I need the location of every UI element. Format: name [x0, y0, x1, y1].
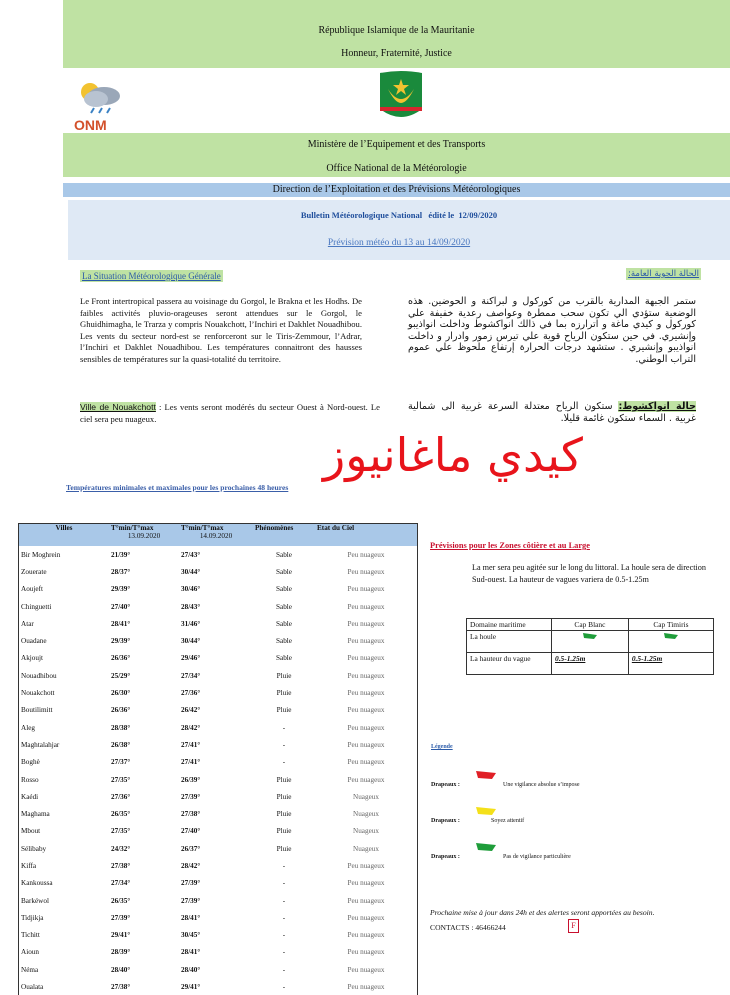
bulletin-title: Bulletin Météorologique National édité le 12/09/2020: [300, 210, 498, 220]
city-cell: Ouadane: [21, 637, 47, 646]
nouakchott-label-fr: Ville de Nouakchott: [80, 402, 156, 412]
marine-col1: Cap Blanc: [552, 619, 629, 631]
phenomena-cell: -: [282, 965, 286, 974]
sky-cell: Peu nuageux: [347, 948, 385, 957]
temp-day2-cell: 28/40°: [181, 965, 201, 974]
table-row: [19, 546, 417, 563]
city-cell: Atar: [21, 619, 34, 628]
table-row: [19, 892, 417, 909]
temp-day2-cell: 30/46°: [181, 585, 201, 594]
temp-day1-cell: 27/40°: [111, 602, 131, 611]
sky-cell: Peu nuageux: [347, 861, 385, 870]
city-cell: Néma: [21, 965, 39, 974]
marine-row2-label: La hauteur du vague: [467, 653, 552, 675]
nouakchott-text-ar: ستكون الرياح معتدلة السرعة غربية الى شمالية غربية . السماء ستكون غائمة قليلا.: [408, 401, 696, 424]
phenomena-cell: Sable: [276, 654, 292, 663]
temp-day2-cell: 27/41°: [181, 740, 201, 749]
temp-day2-cell: 29/41°: [181, 983, 201, 992]
temperature-table: [18, 523, 418, 995]
city-cell: Rosso: [21, 775, 39, 784]
sky-cell: Nuageux: [353, 827, 379, 836]
temp-day2-cell: 27/38°: [181, 810, 201, 819]
contacts: CONTACTS : 46466244: [430, 923, 506, 932]
legend-label-red: Drapeaux :: [431, 782, 460, 788]
legend-green: [431, 842, 721, 864]
phenomena-cell: -: [282, 723, 286, 732]
table-row: [19, 909, 417, 926]
phenomena-cell: Pluie: [276, 689, 292, 698]
sky-cell: Nuageux: [353, 810, 379, 819]
table-row: [19, 632, 417, 649]
temp-day1-cell: 29/39°: [111, 637, 131, 646]
city-cell: Aoujeft: [21, 585, 43, 594]
phenomena-cell: Sable: [276, 602, 292, 611]
sky-cell: Peu nuageux: [347, 723, 385, 732]
legend-green-text: Pas de vigilance particulière: [503, 854, 571, 860]
marine-title: Prévisions pour les Zones côtière et au Large: [430, 541, 590, 550]
update-note: Prochaine mise à jour dans 24h et des alertes seront apportées au besoin.: [430, 908, 655, 917]
col-day1: [109, 524, 179, 546]
phenomena-cell: Pluie: [276, 827, 292, 836]
red-flag-icon: [475, 770, 497, 780]
situation-text-fr: Le Front intertropical passera au voisinage du Gorgol, le Brakna et les Hodhs. De faibles activités pluvio-orageuses seront attendues sur le Gorgol, le Ghuidhimagha, le Trarza y compris Nouakchott, l’Inchiri et Dakhlet Nouadhibou. Les vents du secteur nord-est se renforceront sur le Tiris-Zemmour, l’Adrar, l’Inchiri et Dakhlet Nouadhibou. Les températures connaitront des hausses sensibles de températures sur la quasi-totalité du territoire.: [80, 296, 362, 364]
nouakchott-fr: [80, 402, 380, 425]
temp-day2-cell: 28/41°: [181, 948, 201, 957]
legend-label-yellow: Drapeaux :: [431, 818, 460, 824]
table-row: [19, 719, 417, 736]
marine-col0: Domaine maritime: [467, 619, 552, 631]
legend-title: Légende: [431, 744, 453, 750]
legend-red-text: Une vigilance absolue s’impose: [503, 782, 580, 788]
phenomena-cell: -: [282, 879, 286, 888]
col-sky: Etat du Ciel: [317, 524, 355, 532]
temp-day1-cell: 27/37°: [111, 758, 131, 767]
table-row: [19, 788, 417, 805]
sky-cell: Peu nuageux: [347, 775, 385, 784]
city-cell: Bir Moghrein: [21, 550, 61, 559]
direction-bar: Direction de l’Exploitation et des Prévisions Météorologiques: [63, 183, 730, 197]
forecast-period: Prévision météo du 13 au 14/09/2020: [327, 238, 471, 248]
nouakchott-text-fr: : Les vents seront modérés du secteur Ouest à Nord-ouest. Le ciel sera peu nuageux.: [80, 402, 380, 424]
city-cell: Barkéwol: [21, 896, 49, 905]
table-row: [19, 754, 417, 771]
yellow-flag-icon: [475, 806, 497, 816]
sky-cell: Peu nuageux: [347, 550, 385, 559]
temp-day2-cell: 26/42°: [181, 706, 201, 715]
temp-day1-cell: 27/36°: [111, 792, 131, 801]
temp-day1-cell: 28/37°: [111, 567, 131, 576]
temp-day1-cell: 27/38°: [111, 861, 131, 870]
temp-day1-cell: 26/35°: [111, 896, 131, 905]
cloud-sun-icon: [74, 78, 128, 114]
motto: Honneur, Fraternité, Justice: [341, 48, 452, 59]
table-row: [19, 702, 417, 719]
city-cell: Maghama: [21, 810, 50, 819]
temp-day1-cell: 28/39°: [111, 948, 131, 957]
phenomena-cell: -: [282, 913, 286, 922]
temps-title: Températures minimales et maximales pour les prochaines 48 heures: [66, 483, 289, 492]
sky-cell: Peu nuageux: [347, 689, 385, 698]
city-cell: Tichitt: [21, 931, 40, 940]
sky-cell: Nuageux: [353, 844, 379, 853]
cap-timiris-flag-cell: [628, 631, 713, 653]
city-cell: Boghè: [21, 758, 40, 767]
col-day2-label: T°min/T°max: [181, 524, 224, 532]
sky-cell: Peu nuageux: [347, 740, 385, 749]
sky-cell: Peu nuageux: [347, 983, 385, 992]
phenomena-cell: Pluie: [276, 706, 292, 715]
city-cell: Oualata: [21, 983, 44, 992]
temp-day2-cell: 27/41°: [181, 758, 201, 767]
city-cell: Kiffa: [21, 861, 37, 870]
sky-cell: Peu nuageux: [347, 896, 385, 905]
temp-day2-cell: 26/39°: [181, 775, 201, 784]
city-cell: Nouadhibou: [21, 671, 57, 680]
temp-day2-cell: 27/39°: [181, 792, 201, 801]
overlay-watermark-text: كيدي ماغانيوز: [323, 428, 583, 482]
temp-day1-cell: 28/38°: [111, 723, 131, 732]
phenomena-cell: -: [282, 948, 286, 957]
cap-blanc-flag-cell: [552, 631, 629, 653]
table-row: [19, 875, 417, 892]
temp-day2-cell: 26/37°: [181, 844, 201, 853]
table-row: [19, 805, 417, 822]
temp-day1-cell: 21/39°: [111, 550, 131, 559]
sky-cell: Peu nuageux: [347, 637, 385, 646]
table-row: [19, 650, 417, 667]
temp-day2-cell: 27/36°: [181, 689, 201, 698]
city-cell: Boutilimitt: [21, 706, 53, 715]
city-cell: Aioun: [21, 948, 39, 957]
col-day2: [179, 524, 253, 546]
temp-day1-cell: 26/38°: [111, 740, 131, 749]
sky-cell: Peu nuageux: [347, 671, 385, 680]
sky-cell: Peu nuageux: [347, 619, 385, 628]
situation-title-ar: [626, 268, 701, 280]
green-flag-icon: [663, 632, 679, 640]
table-row: [19, 598, 417, 615]
temp-day2-cell: 30/44°: [181, 567, 201, 576]
situation-title-fr-text: La Situation Météorologique Générale: [82, 271, 221, 281]
city-cell: Tidjikja: [21, 913, 44, 922]
col-city: Villes: [55, 524, 73, 532]
col-day1-date: 13.09.2020: [127, 532, 161, 540]
phenomena-cell: Pluie: [276, 775, 292, 784]
city-cell: Mbout: [21, 827, 41, 836]
phenomena-cell: -: [282, 983, 286, 992]
legend-yellow: [431, 806, 721, 828]
nouakchott-label-ar: حالة انواكشوط:: [618, 401, 696, 412]
col-day1-label: T°min/T°max: [111, 524, 154, 532]
table-row: [19, 736, 417, 753]
temp-day2-cell: 27/34°: [181, 671, 201, 680]
table-row: [19, 667, 417, 684]
city-cell: Aleg: [21, 723, 35, 732]
temp-day2-cell: 30/44°: [181, 637, 201, 646]
temp-day1-cell: 29/39°: [111, 585, 131, 594]
sky-cell: Nuageux: [353, 792, 379, 801]
phenomena-cell: Sable: [276, 567, 292, 576]
table-row: [19, 581, 417, 598]
temp-day2-cell: 28/41°: [181, 913, 201, 922]
sky-cell: Peu nuageux: [347, 913, 385, 922]
national-emblem: [372, 69, 430, 125]
temp-day1-cell: 28/41°: [111, 619, 131, 628]
sky-cell: Peu nuageux: [347, 567, 385, 576]
marine-text: La mer sera peu agitée sur le long du littoral. La houle sera de direction Sud-ouest. La hauteur de vagues variera de 0.5-1.25m: [472, 563, 706, 584]
green-flag-icon: [582, 632, 598, 640]
phenomena-cell: Pluie: [276, 671, 292, 680]
temp-day1-cell: 27/38°: [111, 983, 131, 992]
marine-row1-label: La houle: [467, 631, 552, 653]
phenomena-cell: Sable: [276, 637, 292, 646]
sky-cell: Peu nuageux: [347, 585, 385, 594]
phenomena-cell: -: [282, 896, 286, 905]
marine-table: [466, 618, 714, 675]
temp-day1-cell: 27/35°: [111, 775, 131, 784]
situation-title-fr: [80, 270, 223, 282]
phenomena-cell: -: [282, 861, 286, 870]
temp-day2-cell: 27/43°: [181, 550, 201, 559]
col-phenomena: Phénomènes: [255, 524, 294, 532]
temp-day1-cell: 26/35°: [111, 810, 131, 819]
temp-day2-cell: 28/43°: [181, 602, 201, 611]
table-row: [19, 944, 417, 961]
temp-day2-cell: 27/39°: [181, 896, 201, 905]
table-row: [19, 771, 417, 788]
sky-cell: Peu nuageux: [347, 758, 385, 767]
cap-blanc-wave: 0.5-1.25m: [552, 653, 629, 675]
phenomena-cell: -: [282, 740, 286, 749]
city-cell: Chinguetti: [21, 602, 52, 611]
temp-day2-cell: 27/40°: [181, 827, 201, 836]
temp-day1-cell: 27/34°: [111, 879, 131, 888]
temp-day2-cell: 31/46°: [181, 619, 201, 628]
city-cell: Akjoujt: [21, 654, 43, 663]
phenomena-cell: Sable: [276, 619, 292, 628]
legend-label-green: Drapeaux :: [431, 854, 460, 860]
phenomena-cell: Sable: [276, 550, 292, 559]
table-row: [19, 563, 417, 580]
cap-timiris-wave: 0.5-1.25m: [628, 653, 713, 675]
green-flag-icon: [475, 842, 497, 852]
sky-cell: Peu nuageux: [347, 879, 385, 888]
temp-day1-cell: 26/30°: [111, 689, 131, 698]
table-row: [19, 684, 417, 701]
city-cell: Kaédi: [21, 792, 39, 801]
sky-cell: Peu nuageux: [347, 602, 385, 611]
phenomena-cell: Pluie: [276, 810, 292, 819]
temp-day1-cell: 27/35°: [111, 827, 131, 836]
phenomena-cell: -: [282, 931, 286, 940]
phenomena-cell: Pluie: [276, 792, 292, 801]
temp-day2-cell: 28/42°: [181, 861, 201, 870]
table-row: [19, 978, 417, 995]
temp-day2-cell: 30/45°: [181, 931, 201, 940]
bulletin-band: [68, 200, 730, 260]
republic-title: République Islamique de la Mauritanie: [318, 25, 475, 36]
table-row: [19, 823, 417, 840]
table-row: [19, 927, 417, 944]
onm-logo: [74, 78, 128, 133]
sky-cell: Peu nuageux: [347, 706, 385, 715]
sky-cell: Peu nuageux: [347, 965, 385, 974]
form-marker: F: [568, 919, 579, 933]
legend-red: [431, 770, 721, 792]
city-cell: Kankoussa: [21, 879, 53, 888]
table-row: [19, 615, 417, 632]
marine-col2: Cap Timiris: [628, 619, 713, 631]
city-cell: Nouakchott: [21, 689, 55, 698]
ministry: Ministère de l’Equipement et des Transports: [307, 139, 486, 150]
temp-day1-cell: 27/39°: [111, 913, 131, 922]
temp-day1-cell: 24/32°: [111, 844, 131, 853]
temp-day1-cell: 28/40°: [111, 965, 131, 974]
legend-yellow-text: Soyez attentif: [491, 818, 525, 824]
temp-day1-cell: 26/36°: [111, 654, 131, 663]
temp-day1-cell: 25/29°: [111, 671, 131, 680]
temp-day2-cell: 29/46°: [181, 654, 201, 663]
temp-day2-cell: 27/39°: [181, 879, 201, 888]
sky-cell: Peu nuageux: [347, 654, 385, 663]
table-row: [19, 840, 417, 857]
city-cell: Sélibaby: [21, 844, 47, 853]
phenomena-cell: -: [282, 758, 286, 767]
situation-title-ar-text: الحالة الجوية العامة:: [628, 269, 699, 279]
temp-day1-cell: 29/41°: [111, 931, 131, 940]
onm-logo-text: ONM: [74, 117, 107, 133]
nouakchott-ar: [408, 401, 696, 424]
temp-day2-cell: 28/42°: [181, 723, 201, 732]
city-cell: Zouerate: [21, 567, 47, 576]
situation-text-ar: ستمر الجبهة المدارية بالقرب من كوركول و لبراكنة و الحوضين. هذه الوضعية ستؤدي الي تكون سحب ممطرة وعواصف رعدية خفيفة علي كوركول و كيدي ماغة و اترارزه بما في ذالك انواكشوط وداخلت انواذيبو وإنشيري. في حين ستكون الرياح قوية علي تيرس زمور وادرار و داخلت انواذيبو وإنشيري . ستشهد درجات الحرارة إرتفاع ملحوظ علي عموم التراب الوطني.: [408, 296, 696, 365]
phenomena-cell: Sable: [276, 585, 292, 594]
table-row: [19, 857, 417, 874]
phenomena-cell: Pluie: [276, 844, 292, 853]
city-cell: Maghtalahjar: [21, 740, 60, 749]
temp-day1-cell: 26/36°: [111, 706, 131, 715]
sky-cell: Peu nuageux: [347, 931, 385, 940]
table-row: [19, 961, 417, 978]
col-day2-date: 14.09.2020: [199, 532, 233, 540]
office: Office National de la Météorologie: [326, 163, 467, 174]
